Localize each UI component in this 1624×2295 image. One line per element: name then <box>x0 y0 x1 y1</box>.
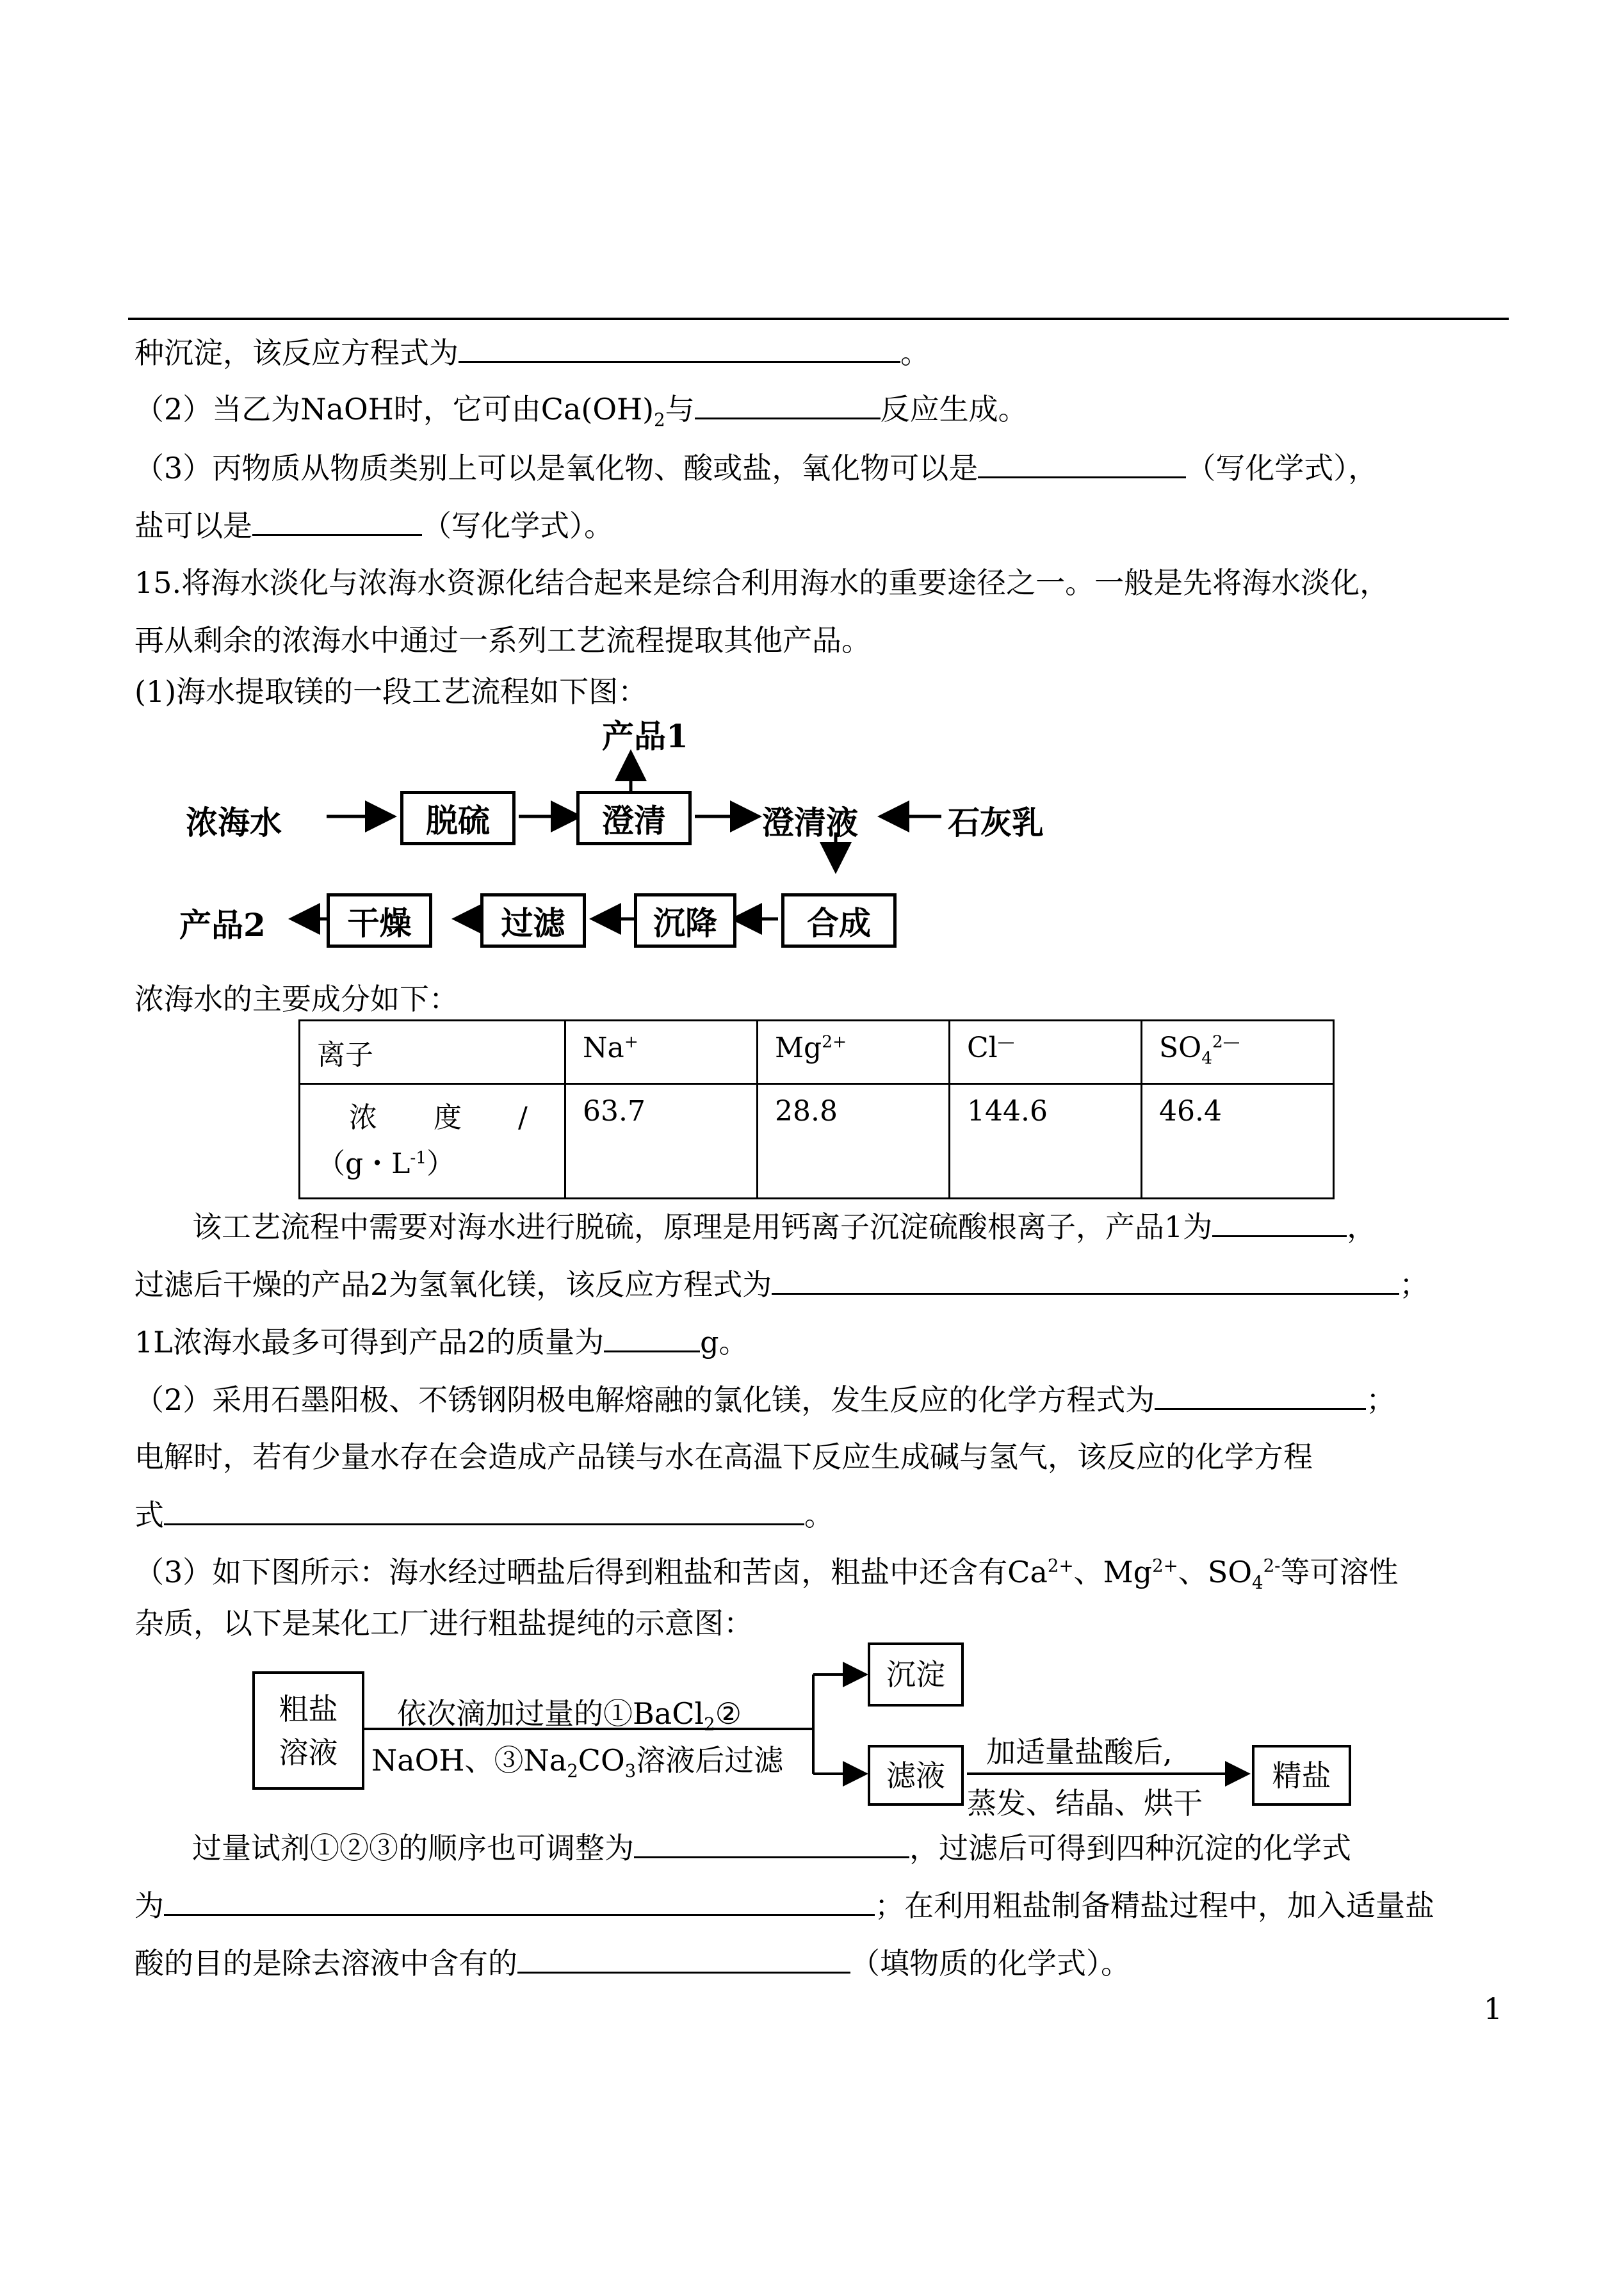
text-line-3: （3）丙物质从物质类别上可以是氧化物、酸或盐，氧化物可以是 （写化学式）， <box>134 448 1377 487</box>
question-15-intro: 15.将海水淡化与浓海水资源化结合起来是综合利用海水的重要途径之一。一般是先将海水淡化， <box>134 565 1390 600</box>
text-line-15: （3）如下图所示：海水经过晒盐后得到粗盐和苦卤，粗盐中还含有$Ca^{2+}$、$Mg^{2+}$、$SO_4^{2-}$等可溶性 <box>134 1555 1399 1594</box>
table-cell: 浓 度 / （g・$L^{-1}$） <box>300 1084 565 1199</box>
text-line-7: (1)海水提取镁的一段工艺流程如下图： <box>134 674 648 709</box>
table-header-cell: Cl— <box>950 1021 1142 1084</box>
settling-box: 沉降 <box>634 893 736 948</box>
text-line-11: 1L浓海水最多可得到产品2的质量为 g。 <box>134 1322 749 1361</box>
answer-blank[interactable] <box>1155 1380 1366 1410</box>
synthesis-box: 合成 <box>781 893 897 948</box>
table-header-cell: Na+ <box>565 1021 758 1084</box>
answer-blank[interactable] <box>772 1265 1399 1295</box>
text-line-18: 为 ；在利用粗盐制备精盐过程中，加入适量盐 <box>134 1886 1434 1925</box>
lime-milk-label: 石灰乳 <box>948 804 1044 841</box>
clear-liquid-label: 澄清液 <box>762 804 858 841</box>
text-line-16: 杂质，以下是某化工厂进行粗盐提纯的示意图： <box>134 1606 753 1641</box>
product-2-label: 产品2 <box>179 906 266 944</box>
text-line-1: 种沉淀，该反应方程式为 。 <box>134 333 930 372</box>
table-header-row <box>300 1021 1334 1084</box>
table-cell: 63.7 <box>565 1084 758 1199</box>
text-line-13: 电解时，若有少量水存在会造成产品镁与水在高温下反应生成碱与氢气，该反应的化学方程 <box>134 1439 1313 1474</box>
answer-blank[interactable] <box>604 1322 700 1352</box>
text-line-9: 该工艺流程中需要对海水进行脱硫，原理是用钙离子沉淀硫酸根离子，产品1为 ， <box>192 1207 1376 1246</box>
answer-blank[interactable] <box>517 1943 850 1974</box>
answer-blank[interactable] <box>634 1828 909 1858</box>
text-line-14: 式 。 <box>134 1495 834 1534</box>
reagent-label-line1: 依次滴加过量的①BaCl$_2$② <box>397 1696 742 1735</box>
evaporation-step-label: 蒸发、结晶、烘干 <box>967 1786 1203 1821</box>
answer-blank[interactable] <box>695 389 881 419</box>
input-seawater-label: 浓海水 <box>186 804 282 841</box>
seawater-ion-table <box>298 1019 1335 1199</box>
drying-box: 干燥 <box>327 893 432 948</box>
answer-blank[interactable] <box>252 506 422 536</box>
magnesium-process-flowchart <box>173 711 1069 967</box>
product-1-label: 产品1 <box>602 717 688 755</box>
filtration-box: 过滤 <box>480 893 586 948</box>
text-line-19: 酸的目的是除去溶液中含有的 （填物质的化学式）。 <box>134 1943 1130 1983</box>
answer-blank[interactable] <box>459 333 900 363</box>
text-line-2: （2）当乙为NaOH时，它可由$Ca(OH)_2$与 反应生成。 <box>134 389 1028 428</box>
table-cell: 28.8 <box>758 1084 950 1199</box>
text-line-12: （2）采用石墨阳极、不锈钢阴极电解熔融的氯化镁，发生反应的化学方程式为 ； <box>134 1380 1395 1419</box>
desulfurization-box: 脱硫 <box>400 791 516 845</box>
table-header-cell: $SO_4^{2—}$ <box>1142 1021 1334 1084</box>
crude-salt-solution-box: 粗盐 溶液 <box>252 1671 364 1790</box>
text-line-8: 浓海水的主要成分如下： <box>134 982 459 1016</box>
table-cell: 144.6 <box>950 1084 1142 1199</box>
fine-salt-box: 精盐 <box>1252 1745 1351 1806</box>
reagent-label-line2: NaOH、$③Na_2CO_3$溶液后过滤 <box>371 1743 784 1782</box>
precipitate-box: 沉淀 <box>868 1642 964 1707</box>
text-line-17: 过量试剂①②③的顺序也可调整为 ，过滤后可得到四种沉淀的化学式 <box>192 1828 1351 1867</box>
page-number: 1 <box>1483 1991 1502 2026</box>
answer-blank[interactable] <box>1212 1207 1347 1237</box>
table-row <box>300 1084 1334 1199</box>
answer-blank[interactable] <box>164 1886 875 1916</box>
clarification-box: 澄清 <box>576 791 692 845</box>
text-line-6: 再从剩余的浓海水中通过一系列工艺流程提取其他产品。 <box>134 623 871 658</box>
salt-purification-flowchart <box>243 1636 1396 1828</box>
table-cell: 46.4 <box>1142 1084 1334 1199</box>
text-line-10: 过滤后干燥的产品2为氢氧化镁，该反应方程式为 ； <box>134 1265 1429 1304</box>
text-line-4: 盐可以是 （写化学式）。 <box>134 506 613 545</box>
header-rule <box>128 318 1509 320</box>
acid-step-label: 加适量盐酸后, <box>986 1735 1173 1769</box>
filtrate-box: 滤液 <box>868 1745 964 1806</box>
table-header-cell: 离子 <box>300 1021 565 1084</box>
answer-blank[interactable] <box>978 448 1186 478</box>
table-header-cell: $Mg^{2+}$ <box>758 1021 950 1084</box>
answer-blank[interactable] <box>164 1495 804 1525</box>
